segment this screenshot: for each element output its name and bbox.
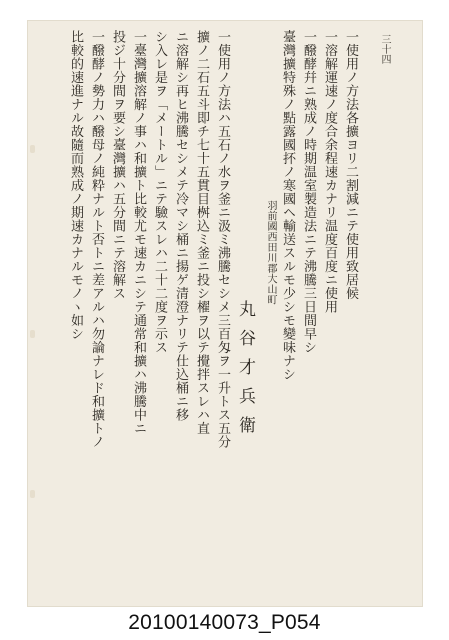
text-column: 一臺灣擴溶解ノ事ハ和擴ト比較尤モ速カニシテ通常和擴ハ沸騰中ニ <box>131 30 146 435</box>
author-name: 丸谷才兵衛 <box>235 300 255 445</box>
text-column: シ入レ是ヲ「メートル」ニテ驗スレハ二十二度ヲ示ス <box>152 30 167 354</box>
image-caption: 20100140073_P054 <box>128 611 321 634</box>
text-column: 臺灣擴特殊ノ點露國抔ノ寒國ヘ輸送スルモ少シモ變味ナシ <box>280 30 295 381</box>
text-column: 一醱酵ノ勢力ハ醱母ノ純粋ナルト否トニ差アルハ勿論ナレド和擴トノ <box>89 30 104 449</box>
page-number: 三十四 <box>379 34 390 64</box>
document-page <box>27 20 423 607</box>
text-column: 一醱酵幷ニ熟成ノ時期温室製造法ニテ沸騰三日間早シ <box>301 30 316 354</box>
text-column: 擴ノ二石五斗即チ七十五貫目桝込ミ釜ニ投シ櫂ヲ以テ攪拌スレハ直 <box>194 30 209 435</box>
text-column: 一使用ノ方法ハ五石ノ水ヲ釜ニ汲ミ沸騰セシメ三百匁ヲ一升トス五分 <box>215 30 230 449</box>
author-address: 羽前國西田川郡大山町 <box>265 200 276 305</box>
text-column: 一溶解運速ノ度合余程速カナリ温度百度ニ使用 <box>322 30 337 314</box>
text-column: 比較的速進ナル故隨而熟成ノ期速カナルモノヽ如シ <box>68 30 83 341</box>
vertical-text-block <box>27 20 423 607</box>
text-column: 一使用ノ方法各擴ヨリ二割減ニテ使用致居候 <box>343 30 358 300</box>
text-column: ニ溶解シ再ヒ沸騰セシメテ冷マシ桶ニ揚ゲ清澄ナリテ仕込桶ニ移 <box>173 30 188 422</box>
text-column: 投ジ十分間ヲ要シ臺灣擴ハ五分間ニテ溶解ス <box>110 30 125 300</box>
